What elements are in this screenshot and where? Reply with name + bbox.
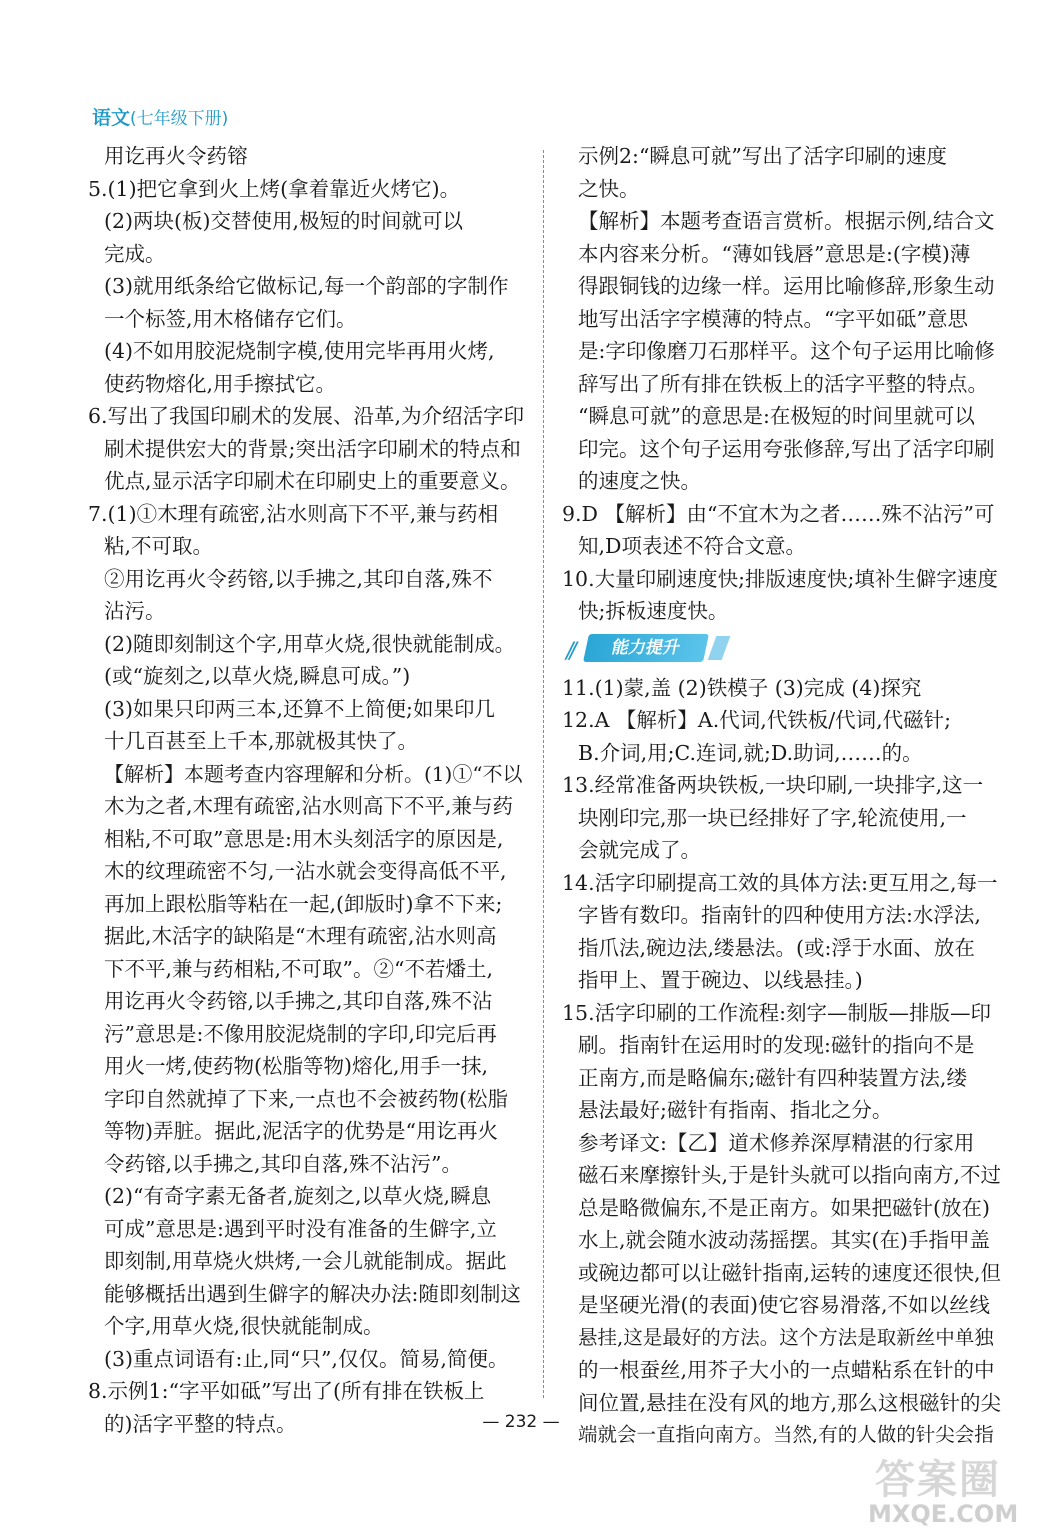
text-line: 示例2:“瞬息可就”写出了活字印刷的速度 bbox=[578, 144, 947, 168]
text-line: 8.示例1:“字平如砥”写出了(所有排在铁板上 bbox=[88, 1379, 485, 1403]
text-line: 之快。 bbox=[578, 176, 640, 201]
watermark-logo: 答案圈 bbox=[875, 1457, 1001, 1503]
text-line: 13.经常准备两块铁板,一块印刷,一块排字,这一 bbox=[562, 773, 984, 797]
section-title: 能力提升 bbox=[583, 634, 709, 662]
text-line: 一个标签,用木格储存它们。 bbox=[104, 306, 357, 331]
text-line: 再加上跟松脂等粘在一起,(卸版时)拿不下来; bbox=[104, 891, 503, 916]
text-line: B.介词,用;C.连词,就;D.助词,……的。 bbox=[578, 740, 923, 765]
text-line: 总是略微偏东,不是正南方。如果把磁针(放在) bbox=[578, 1195, 991, 1220]
text-line: 悬挂,这是最好的方法。这个方法是取新丝中单独 bbox=[578, 1325, 994, 1349]
text-line: 14.活字印刷提高工效的具体方法:更互用之,每一 bbox=[562, 870, 998, 895]
text-line: 的速度之快。 bbox=[578, 469, 701, 493]
text-line: 刷。指南针在运用时的发现:磁针的指向不是 bbox=[578, 1033, 975, 1057]
grade-label: (七年级下册) bbox=[130, 109, 229, 129]
text-line: 12.A 【解析】A.代词,代铁板/代词,代磁针; bbox=[562, 708, 952, 732]
text-line: 间位置,悬挂在没有风的地方,那么这根磁针的尖 bbox=[578, 1390, 1002, 1415]
text-line: (2)随即刻制这个字,用草火烧,很快就能制成。 bbox=[104, 631, 516, 656]
text-line: 得跟铜钱的边缘一样。运用比喻修辞,形象生动 bbox=[578, 274, 995, 298]
left-column bbox=[88, 140, 528, 1440]
text-line: (4)不如用胶泥烧制字模,使用完毕再用火烤, bbox=[104, 339, 495, 363]
text-line: 5.(1)把它拿到火上烤(拿着靠近火烤它)。 bbox=[88, 176, 461, 201]
text-line: ②用讫再火令药镕,以手拂之,其印自落,殊不 bbox=[104, 566, 493, 591]
text-line: “瞬息可就”的意思是:在极短的时间里就可以 bbox=[578, 404, 975, 428]
text-line: 个字,用草火烧,很快就能制成。 bbox=[104, 1314, 384, 1338]
text-line: 正南方,而是略偏东;磁针有四种装置方法,缕 bbox=[578, 1065, 967, 1090]
text-line: 水上,就会随水波动荡摇摆。其实(在)手指甲盖 bbox=[578, 1228, 991, 1252]
text-line: 的)活字平整的特点。 bbox=[104, 1411, 297, 1436]
text-line: 木的纹理疏密不匀,一沾水就会变得高低不平, bbox=[104, 859, 507, 883]
text-line: 即刻制,用草烧火烘烤,一会儿就能制成。据此 bbox=[104, 1249, 507, 1273]
banner-tail-decor bbox=[708, 636, 731, 660]
text-line: 10.大量印刷速度快;排版速度快;填补生僻字速度 bbox=[562, 566, 998, 591]
text-line: (3)就用纸条给它做标记,每一个韵部的字制作 bbox=[104, 274, 509, 298]
text-line: 指甲上、置于碗边、以线悬挂。) bbox=[578, 968, 863, 992]
text-line: 据此,木活字的缺陷是“木理有疏密,沾水则高 bbox=[104, 924, 497, 948]
text-line: 污”意思是:不像用胶泥烧制的字印,印完后再 bbox=[104, 1021, 497, 1046]
section-banner bbox=[562, 630, 1002, 666]
text-line: 知,D项表述不符合文意。 bbox=[578, 534, 806, 558]
text-line: 会就完成了。 bbox=[578, 838, 701, 862]
text-line: 令药镕,以手拂之,其印自落,殊不沾污”。 bbox=[104, 1151, 463, 1176]
text-line: 刷术提供宏大的背景;突出活字印刷术的特点和 bbox=[104, 436, 521, 461]
text-line: (3)如果只印两三本,还算不上简便;如果印几 bbox=[104, 696, 495, 721]
text-line: 字皆有数印。指南针的四种使用方法:水浮法, bbox=[578, 903, 981, 927]
text-line: 或碗边都可以让磁针指南,运转的速度还很快,但 bbox=[578, 1260, 1002, 1285]
subject-label: 语文 bbox=[92, 107, 131, 129]
text-line: 6.写出了我国印刷术的发展、沿革,为介绍活字印 bbox=[88, 404, 525, 428]
text-line: 悬法最好;磁针有指南、指北之分。 bbox=[578, 1098, 893, 1122]
slash-decor-icon: // bbox=[566, 638, 573, 664]
text-line: 能够概括出遇到生僻字的解决办法:随即刻制这 bbox=[104, 1281, 521, 1306]
book-header bbox=[92, 103, 228, 130]
text-line: 用火一烤,使药物(松脂等物)熔化,用手一抹, bbox=[104, 1054, 489, 1078]
right-column-bottom bbox=[562, 672, 1002, 1452]
text-line: 快;拆板速度快。 bbox=[578, 599, 729, 623]
text-line: 地写出活字字模薄的特点。“字平如砥”意思 bbox=[578, 306, 968, 331]
page-number: — 232 — bbox=[482, 1412, 560, 1432]
text-line: (2)两块(板)交替使用,极短的时间就可以 bbox=[104, 209, 464, 233]
text-line: 相粘,不可取”意思是:用木头刻活字的原因是, bbox=[104, 826, 504, 851]
text-line: (或“旋刻之,以草火烧,瞬息可成。”) bbox=[104, 664, 411, 688]
right-column-top bbox=[562, 140, 1002, 628]
text-line: 块刚印完,那一块已经排好了字,轮流使用,一 bbox=[578, 805, 967, 830]
text-line: 指爪法,碗边法,缕悬法。(或:浮于水面、放在 bbox=[578, 935, 975, 960]
text-line: 7.(1)①木理有疏密,沾水则高下不平,兼与药相 bbox=[88, 501, 499, 526]
text-line: 9.D 【解析】由“不宜木为之者……殊不沾污”可 bbox=[562, 501, 995, 526]
text-line: 等物)弄脏。据此,泥活字的优势是“用讫再火 bbox=[104, 1119, 498, 1143]
text-line: 完成。 bbox=[104, 241, 166, 266]
right-column bbox=[562, 140, 1002, 1452]
text-line: 是坚硬光滑(的表面)使它容易滑落,不如以丝线 bbox=[578, 1293, 991, 1317]
text-line: 十几百甚至上千本,那就极其快了。 bbox=[104, 729, 419, 753]
text-line: 磁石来摩擦针头,于是针头就可以指向南方,不过 bbox=[578, 1163, 1002, 1187]
text-line: 印完。这个句子运用夸张修辞,写出了活字印刷 bbox=[578, 436, 995, 461]
watermark-url: MXQE.COM bbox=[868, 1500, 1019, 1528]
text-line: 用讫再火令药镕 bbox=[104, 144, 248, 168]
text-line: 可成”意思是:遇到平时没有准备的生僻字,立 bbox=[104, 1216, 497, 1241]
text-line: (3)重点词语有:止,同“只”,仅仅。简易,简便。 bbox=[104, 1346, 509, 1371]
text-line: 是:字印像磨刀石那样平。这个句子运用比喻修 bbox=[578, 339, 995, 363]
text-line: 辞写出了所有排在铁板上的活字平整的特点。 bbox=[578, 371, 988, 396]
text-line: 本内容来分析。“薄如钱唇”意思是:(字模)薄 bbox=[578, 241, 971, 266]
text-line: 端就会一直指向南方。当然,有的人做的针尖会指 bbox=[578, 1423, 994, 1446]
text-line: 用讫再火令药镕,以手拂之,其印自落,殊不沾 bbox=[104, 989, 493, 1013]
text-line: 的一根蚕丝,用芥子大小的一点蜡粘系在针的中 bbox=[578, 1358, 995, 1382]
text-line: 木为之者,木理有疏密,沾水则高下不平,兼与药 bbox=[104, 794, 514, 818]
text-line: 参考译文:【乙】道术修养深厚精湛的行家用 bbox=[578, 1130, 975, 1155]
text-line: 粘,不可取。 bbox=[104, 534, 214, 558]
text-line: 使药物熔化,用手擦拭它。 bbox=[104, 371, 337, 396]
text-line: 字印自然就掉了下来,一点也不会被药物(松脂 bbox=[104, 1086, 509, 1111]
text-line: 优点,显示活字印刷术在印刷史上的重要意义。 bbox=[104, 469, 521, 493]
text-line: 下不平,兼与药相粘,不可取”。②“不若燔土, bbox=[104, 956, 494, 981]
text-line: 【解析】本题考查内容理解和分析。(1)①“不以 bbox=[104, 761, 523, 786]
text-line: 15.活字印刷的工作流程:刻字—制版—排版—印 bbox=[562, 1000, 992, 1025]
text-line: 【解析】本题考查语言赏析。根据示例,结合文 bbox=[578, 209, 995, 233]
text-line: 沾污。 bbox=[104, 599, 166, 623]
column-divider bbox=[543, 150, 544, 1398]
text-line: (2)“有奇字素无备者,旋刻之,以草火烧,瞬息 bbox=[104, 1184, 492, 1208]
text-line: 11.(1)蒙,盖 (2)铁模子 (3)完成 (4)探究 bbox=[562, 675, 922, 700]
